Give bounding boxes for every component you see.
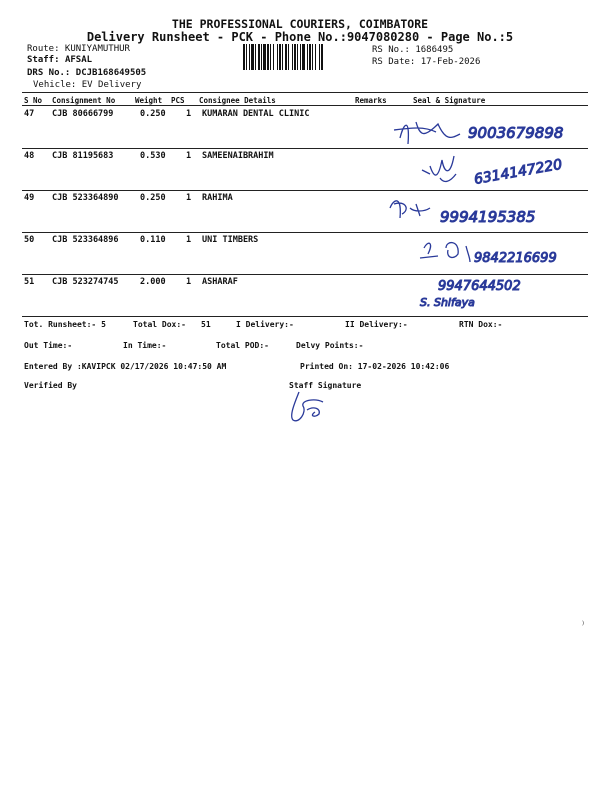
row-consignee: KUMARAN DENTAL CLINIC bbox=[202, 109, 310, 119]
row-pcs: 1 bbox=[186, 235, 192, 245]
scan-mark: ⁾ bbox=[580, 620, 587, 631]
barcode-bar bbox=[261, 44, 262, 70]
barcode-bar bbox=[294, 44, 296, 70]
verified-by: Verified By bbox=[24, 381, 77, 390]
handwritten-phone: 9994195385 bbox=[440, 208, 536, 226]
table-header-rule bbox=[22, 105, 588, 106]
row-weight: 0.530 bbox=[140, 151, 166, 161]
signature-mark bbox=[420, 243, 470, 262]
signature-mark bbox=[390, 201, 430, 218]
row-consignee: SAMEENAIBRAHIM bbox=[202, 151, 274, 161]
barcode-bar bbox=[251, 44, 254, 70]
row-weight: 2.000 bbox=[140, 277, 166, 287]
ii-delivery: II Delivery:- bbox=[345, 320, 408, 329]
barcode-bar bbox=[297, 44, 298, 70]
rs-number: RS No.: 1686495 bbox=[372, 45, 454, 55]
drs-label: DRS No.: bbox=[27, 68, 76, 78]
total-runsheet: Tot. Runsheet:- 5 bbox=[24, 320, 106, 329]
row-consignment: CJB 523364890 bbox=[52, 193, 119, 203]
company-title: THE PROFESSIONAL COURIERS, COIMBATORE bbox=[171, 17, 429, 31]
barcode-bar bbox=[243, 44, 245, 70]
barcode-bar bbox=[249, 44, 250, 70]
barcode-bar bbox=[285, 44, 287, 70]
row-weight: 0.110 bbox=[140, 235, 166, 245]
printed-on: Printed On: 17-02-2026 10:42:06 bbox=[300, 362, 450, 371]
out-time: Out Time:- bbox=[24, 341, 73, 350]
barcode-bar bbox=[282, 44, 283, 70]
barcode-bar bbox=[300, 44, 301, 70]
row-consignee: ASHARAF bbox=[202, 277, 238, 287]
row-consignee: UNI TIMBERS bbox=[202, 235, 259, 245]
row-consignment: CJB 523274745 bbox=[52, 277, 119, 287]
row-sno: 48 bbox=[24, 151, 35, 161]
staff-signature-label: Staff Signature bbox=[289, 381, 362, 390]
col-pcs: PCS bbox=[171, 96, 185, 105]
barcode-bar bbox=[270, 44, 271, 70]
barcode-bar bbox=[312, 44, 313, 70]
drs-number: DCJB168649505 bbox=[75, 68, 147, 78]
handwritten-name: S. Shifaya bbox=[420, 296, 475, 309]
signature-mark bbox=[422, 156, 456, 181]
col-consignment: Consignment No bbox=[52, 96, 116, 105]
barcode-bar bbox=[246, 44, 247, 70]
col-remarks: Remarks bbox=[355, 96, 387, 105]
row-pcs: 1 bbox=[186, 109, 192, 119]
barcode-bar bbox=[263, 44, 266, 70]
row-consignment: CJB 523364896 bbox=[52, 235, 119, 245]
row-consignment: CJB 81195683 bbox=[52, 151, 114, 161]
row-consignee: RAHIMA bbox=[202, 193, 233, 203]
handwritten-signatures bbox=[380, 108, 595, 318]
handwritten-phone: 9003679898 bbox=[468, 124, 564, 142]
barcode-bar bbox=[307, 44, 308, 70]
i-delivery: I Delivery:- bbox=[236, 320, 294, 329]
col-weight: Weight bbox=[135, 96, 163, 105]
row-pcs: 1 bbox=[186, 151, 192, 161]
staff-name: AFSAL bbox=[64, 55, 93, 65]
handwritten-phone: 9842216699 bbox=[474, 251, 557, 266]
table-top-rule bbox=[22, 92, 588, 93]
barcode-bar bbox=[315, 44, 316, 70]
signature-mark bbox=[292, 392, 323, 421]
rtn-dox: RTN Dox:- bbox=[459, 320, 503, 329]
barcode-bar bbox=[309, 44, 311, 70]
drs-line bbox=[27, 68, 146, 78]
col-consignee: Consignee Details bbox=[199, 96, 276, 105]
row-consignment: CJB 80666799 bbox=[52, 109, 114, 119]
in-time: In Time:- bbox=[123, 341, 167, 350]
runsheet-title: Delivery Runsheet - PCK - Phone No.:9047080280 - Page No.:5 bbox=[86, 30, 514, 44]
barcode-bar bbox=[258, 44, 260, 70]
barcode-bar bbox=[273, 44, 274, 70]
entered-by: Entered By :KAVIPCK 02/17/2026 10:47:50 AM bbox=[24, 362, 227, 371]
barcode-bar bbox=[292, 44, 293, 70]
total-pod: Total POD:- bbox=[216, 341, 269, 350]
barcode-bar bbox=[288, 44, 289, 70]
row-sno: 47 bbox=[24, 109, 35, 119]
row-weight: 0.250 bbox=[140, 109, 166, 119]
col-sno: S No bbox=[24, 96, 43, 105]
staff-signature bbox=[285, 388, 335, 428]
total-dox-label: Total Dox:- bbox=[133, 320, 186, 329]
staff-line bbox=[27, 55, 92, 65]
row-weight: 0.250 bbox=[140, 193, 166, 203]
row-pcs: 1 bbox=[186, 193, 192, 203]
barcode-bar bbox=[255, 44, 256, 70]
col-seal: Seal & Signature bbox=[413, 96, 486, 105]
route-label: Route: KUNIYAMUTHUR bbox=[27, 44, 130, 54]
delvy-points: Delvy Points:- bbox=[296, 341, 364, 350]
barcode-bar bbox=[279, 44, 281, 70]
barcode-bar bbox=[319, 44, 320, 70]
row-sno: 49 bbox=[24, 193, 35, 203]
rs-date: RS Date: 17-Feb-2026 bbox=[372, 57, 481, 67]
barcode-bar bbox=[302, 44, 305, 70]
barcode-bar bbox=[267, 44, 269, 70]
signature-mark bbox=[394, 122, 460, 144]
row-pcs: 1 bbox=[186, 277, 192, 287]
handwritten-phone: 9947644502 bbox=[438, 279, 521, 294]
staff-label: Staff: bbox=[27, 55, 65, 65]
barcode-bar bbox=[277, 44, 278, 70]
total-dox-value: 51 bbox=[201, 320, 211, 329]
barcode bbox=[242, 44, 368, 70]
vehicle-label: Vehicle: EV Delivery bbox=[33, 80, 142, 90]
row-sno: 50 bbox=[24, 235, 35, 245]
row-sno: 51 bbox=[24, 277, 35, 287]
barcode-bar bbox=[321, 44, 323, 70]
handwritten-phone: 6314147220 bbox=[472, 156, 564, 188]
